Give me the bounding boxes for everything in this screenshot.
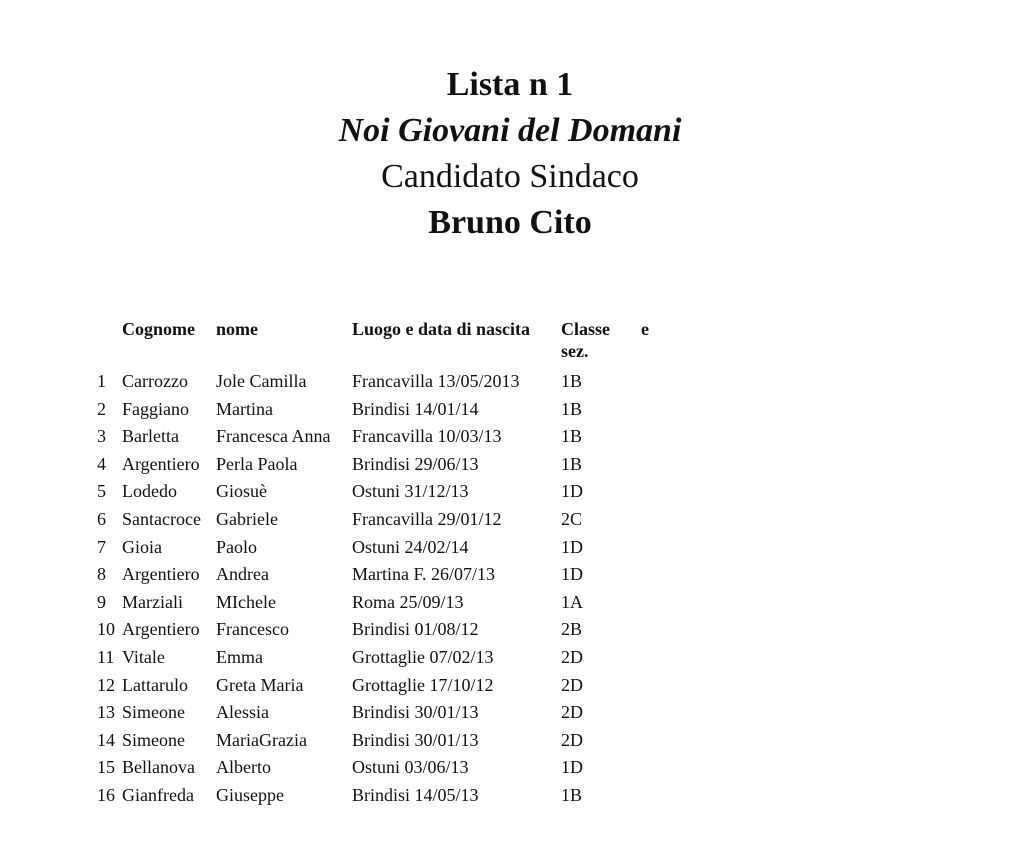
row-birth: Francavilla 29/01/12 bbox=[352, 508, 502, 529]
row-name: Martina bbox=[216, 398, 273, 419]
row-class: 1B bbox=[561, 398, 583, 419]
row-surname: Argentiero bbox=[122, 564, 200, 585]
row-name: Emma bbox=[216, 646, 263, 667]
candidate-name: Bruno Cito bbox=[428, 204, 592, 241]
row-class: 2D bbox=[561, 702, 583, 723]
row-name: Alberto bbox=[216, 757, 271, 778]
row-name: MIchele bbox=[216, 591, 276, 612]
row-name: Francesca Anna bbox=[216, 426, 331, 447]
row-birth: Roma 25/09/13 bbox=[352, 591, 464, 612]
document-header bbox=[0, 62, 1024, 246]
row-number: 15 bbox=[97, 757, 115, 778]
row-name: Greta Maria bbox=[216, 674, 304, 695]
row-number: 14 bbox=[97, 729, 115, 750]
row-surname: Barletta bbox=[122, 426, 179, 447]
row-birth: Brindisi 14/05/13 bbox=[352, 784, 479, 805]
row-surname: Bellanova bbox=[122, 757, 195, 778]
row-birth: Brindisi 14/01/14 bbox=[352, 398, 479, 419]
row-birth: Ostuni 24/02/14 bbox=[352, 536, 469, 557]
row-number: 8 bbox=[97, 564, 106, 585]
row-class: 1B bbox=[561, 371, 583, 391]
row-birth: Ostuni 31/12/13 bbox=[352, 481, 469, 502]
list-title: Lista n 1 bbox=[446, 66, 574, 103]
header-extra: e bbox=[641, 319, 649, 339]
row-class: 1B bbox=[561, 453, 583, 474]
row-name: Andrea bbox=[216, 564, 269, 585]
row-class: 1B bbox=[561, 784, 583, 805]
row-surname: Argentiero bbox=[122, 453, 200, 474]
row-surname: Lattarulo bbox=[122, 674, 188, 695]
row-surname: Simeone bbox=[122, 702, 185, 723]
row-surname: Argentiero bbox=[122, 619, 200, 640]
row-class: 2B bbox=[561, 619, 583, 640]
row-class: 1A bbox=[561, 591, 583, 612]
row-number: 13 bbox=[97, 702, 115, 723]
row-name: Giuseppe bbox=[216, 784, 284, 805]
row-number: 5 bbox=[97, 481, 106, 502]
row-surname: Carrozzo bbox=[122, 371, 188, 391]
header-surname: Cognome bbox=[122, 319, 195, 339]
row-class: 2D bbox=[561, 646, 583, 667]
row-number: 10 bbox=[97, 619, 115, 640]
row-name: Jole Camilla bbox=[216, 371, 307, 391]
row-surname: Simeone bbox=[122, 729, 185, 750]
row-birth: Brindisi 01/08/12 bbox=[352, 619, 479, 640]
row-birth: Brindisi 30/01/13 bbox=[352, 729, 479, 750]
header-class: Classe sez. bbox=[561, 319, 610, 361]
row-name: Giosuè bbox=[216, 481, 267, 502]
row-class: 1D bbox=[561, 757, 583, 778]
row-class: 1B bbox=[561, 426, 583, 447]
row-birth: Ostuni 03/06/13 bbox=[352, 757, 469, 778]
row-name: Gabriele bbox=[216, 508, 278, 529]
row-surname: Gioia bbox=[122, 536, 162, 557]
row-class: 2C bbox=[561, 508, 583, 529]
row-surname: Vitale bbox=[122, 646, 165, 667]
row-birth: Grottaglie 07/02/13 bbox=[352, 646, 494, 667]
row-name: MariaGrazia bbox=[216, 729, 307, 750]
row-number: 1 bbox=[97, 371, 106, 391]
row-number: 6 bbox=[97, 508, 106, 529]
row-class: 1D bbox=[561, 481, 583, 502]
row-birth: Brindisi 29/06/13 bbox=[352, 453, 479, 474]
row-birth: Martina F. 26/07/13 bbox=[352, 564, 496, 585]
row-number: 2 bbox=[97, 398, 106, 419]
row-surname: Marziali bbox=[122, 591, 183, 612]
row-number: 9 bbox=[97, 591, 106, 612]
row-number: 4 bbox=[97, 453, 106, 474]
row-name: Alessia bbox=[216, 702, 269, 723]
row-surname: Faggiano bbox=[122, 398, 189, 419]
row-number: 16 bbox=[97, 784, 115, 805]
row-name: Francesco bbox=[216, 619, 289, 640]
row-birth: Francavilla 13/05/2013 bbox=[352, 371, 520, 391]
list-name: Noi Giovani del Domani bbox=[338, 112, 682, 149]
row-class: 2D bbox=[561, 674, 583, 695]
header-birth: Luogo e data di nascita bbox=[352, 319, 531, 339]
row-class: 1D bbox=[561, 536, 583, 557]
row-name: Paolo bbox=[216, 536, 258, 557]
candidate-role: Candidato Sindaco bbox=[381, 158, 639, 195]
row-number: 3 bbox=[97, 426, 106, 447]
row-number: 12 bbox=[97, 674, 115, 695]
row-number: 11 bbox=[97, 646, 115, 667]
row-surname: Gianfreda bbox=[122, 784, 194, 805]
row-birth: Brindisi 30/01/13 bbox=[352, 702, 479, 723]
row-name: Perla Paola bbox=[216, 453, 298, 474]
row-surname: Santacroce bbox=[122, 508, 201, 529]
row-birth: Francavilla 10/03/13 bbox=[352, 426, 502, 447]
header-name: nome bbox=[216, 319, 258, 339]
row-class: 2D bbox=[561, 729, 583, 750]
row-class: 1D bbox=[561, 564, 583, 585]
row-surname: Lodedo bbox=[122, 481, 177, 502]
row-number: 7 bbox=[97, 536, 106, 557]
row-birth: Grottaglie 17/10/12 bbox=[352, 674, 494, 695]
